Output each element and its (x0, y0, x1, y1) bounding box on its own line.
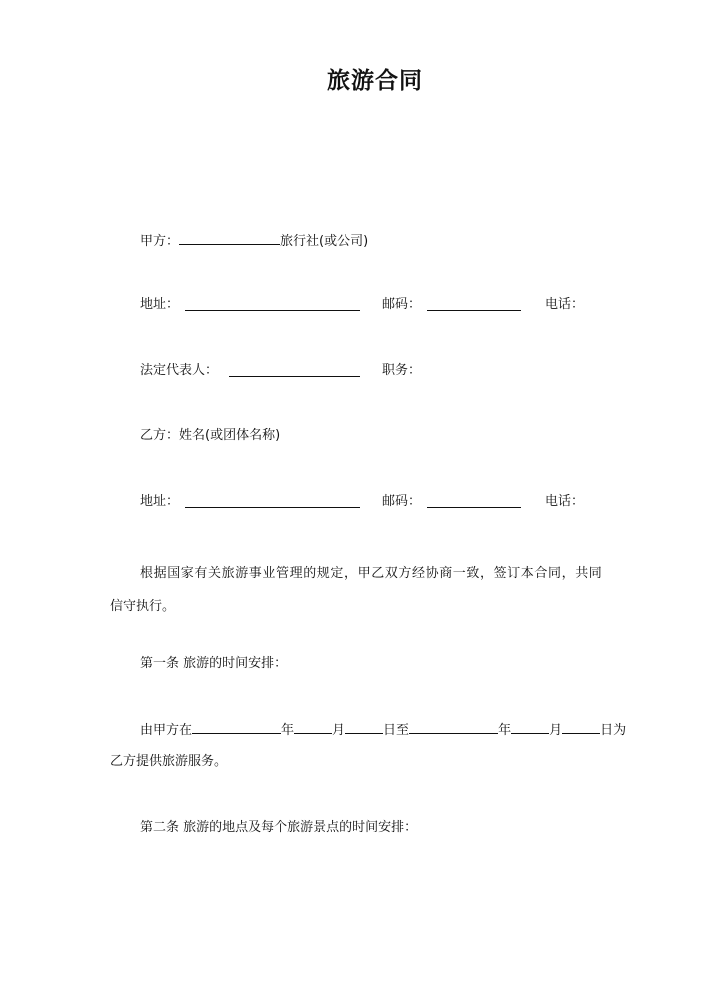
party-a-label: 甲方： (140, 234, 180, 249)
start-day-label: 日至 (383, 723, 410, 738)
legal-rep-label: 法定代表人： (140, 363, 219, 378)
party-a-postcode-label: 邮码： (382, 297, 422, 312)
party-a-address-field[interactable] (185, 297, 360, 311)
party-b-address-field[interactable] (185, 494, 360, 508)
article-1-heading: 第一条 旅游的时间安排： (140, 656, 288, 671)
party-b-phone-label: 电话： (545, 494, 585, 509)
start-day-field[interactable] (345, 720, 383, 734)
party-a-line (140, 231, 368, 251)
party-b-address-label: 地址： (140, 494, 180, 509)
party-b-address-line (140, 493, 600, 511)
end-day-label: 日为 (600, 723, 627, 738)
article-1-line-2: 乙方提供旅游服务。 (110, 754, 228, 769)
end-year-field[interactable] (409, 720, 498, 734)
start-year-field[interactable] (192, 720, 281, 734)
intro-paragraph (110, 557, 640, 623)
start-year-label: 年 (281, 723, 295, 738)
party-a-phone-label: 电话： (545, 297, 585, 312)
article-2-heading: 第二条 旅游的地点及每个旅游景点的时间安排： (140, 820, 418, 835)
intro-line-2: 信守执行。 (110, 599, 176, 614)
party-a-postcode-field[interactable] (427, 297, 521, 311)
party-b-postcode-label: 邮码： (382, 494, 422, 509)
party-a-suffix: 旅行社(或公司) (280, 234, 369, 249)
party-a-name-field[interactable] (179, 231, 280, 245)
article-1-dates-line (140, 720, 626, 740)
position-label: 职务： (382, 363, 422, 378)
contract-title: 旅游合同 (327, 67, 423, 94)
party-a-address-line (140, 296, 600, 314)
end-month-field[interactable] (511, 720, 549, 734)
end-day-field[interactable] (562, 720, 600, 734)
legal-rep-field[interactable] (229, 363, 360, 377)
end-month-label: 月 (549, 723, 563, 738)
article-1-from-label: 由甲方在 (140, 723, 193, 738)
intro-line-1: 根据国家有关旅游事业管理的规定，甲乙双方经协商一致，签订本合同，共同 (140, 566, 603, 581)
party-b-postcode-field[interactable] (427, 494, 521, 508)
legal-rep-line (140, 362, 440, 380)
end-year-label: 年 (498, 723, 512, 738)
start-month-field[interactable] (294, 720, 332, 734)
party-a-address-label: 地址： (140, 297, 180, 312)
party-b-line: 乙方：姓名(或团体名称) (140, 428, 281, 443)
start-month-label: 月 (332, 723, 346, 738)
